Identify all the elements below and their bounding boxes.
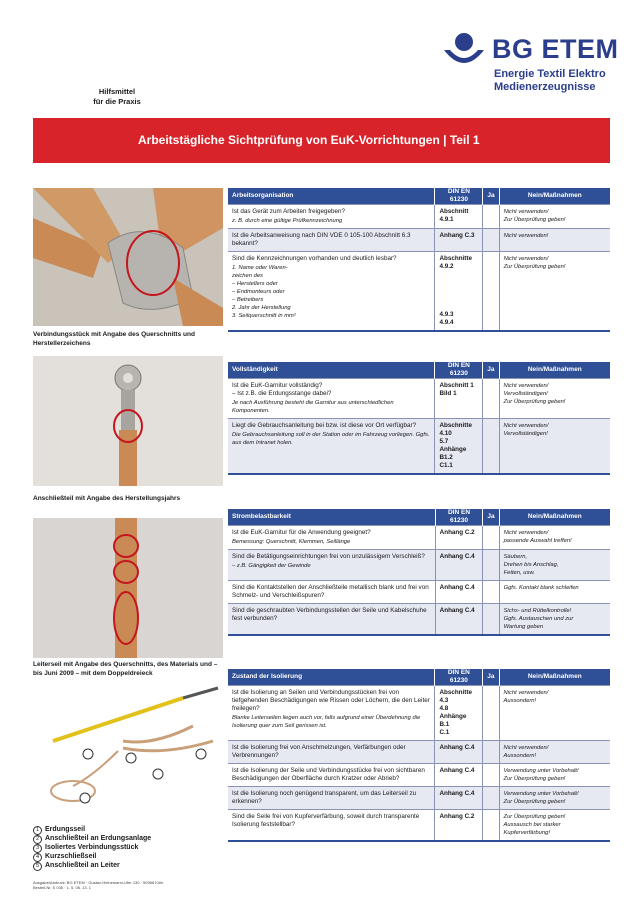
photo-terminal [33, 356, 223, 486]
norm-reference: Abschnitte 4.9.2 4.9.3 4.9.4 [435, 252, 483, 332]
footer: Ausgabe/Abdruck: BG ETEM · Gustav-Heinemann-Ufer 130 · 50968 Köln Bestell-Nr. S 035 · 1. 5. 06. 13. 1 [33, 880, 164, 890]
action-cell: Nicht verwenden! [499, 229, 610, 252]
action-cell: Verwendung unter Vorbehalt/ Zur Überprüfung geben! [499, 787, 610, 810]
caption-cable: Leiterseil mit Angabe des Querschnitts, des Materials und – bis Juni 2009 – mit dem Doppeldreieck [33, 661, 218, 677]
table-row [228, 764, 610, 787]
ja-checkbox-cell[interactable] [483, 379, 499, 419]
checklist-table [228, 669, 610, 842]
table-header-cell: Ja [483, 509, 499, 526]
norm-reference: Anhang C.4 [435, 604, 483, 636]
brand-logo [442, 30, 622, 100]
norm-reference: Anhang C.4 [435, 550, 483, 581]
table-row [228, 252, 610, 332]
norm-reference: Anhang C.2 [435, 526, 483, 550]
check-question: Ist die Isolierung frei von Anschmelzungen, Verfärbungen oder Verbrennungen? [232, 744, 406, 759]
check-question: Liegt die Gebrauchsanleitung bei bzw. ist diese vor Ort verfügbar? [232, 422, 417, 429]
table-header-cell: DIN EN 61230 [435, 188, 483, 205]
table-row [228, 550, 610, 581]
check-note: – z.B. Gängigkeit der Gewinde [232, 563, 311, 569]
norm-reference: Anhang C.3 [435, 229, 483, 252]
table-row [228, 205, 610, 229]
table-row [228, 229, 610, 252]
photo-grounding-set [33, 686, 223, 824]
table-row [228, 810, 610, 842]
check-note: z. B. durch eine gültige Prüfkennzeichnung [232, 218, 343, 224]
table-header-cell: Nein/Maßnahmen [499, 188, 610, 205]
table-header-cell: Ja [483, 188, 499, 205]
check-question: Ist die Isolierung an Seilen und Verbindungsstücken frei von tiefgehenden Beschädigungen wie Rissen oder Löchern, die den Leiter freilegen? [232, 689, 430, 712]
action-cell: Nicht verwenden/ Vervollständigen! [499, 419, 610, 475]
check-question: Ist die Isolierung noch genügend transparent, um das Leiterseil zu erkennen? [232, 790, 417, 805]
table-header-cell: Nein/Maßnahmen [499, 509, 610, 526]
table-header-cell: Arbeitsorganisation [228, 188, 435, 205]
ja-checkbox-cell[interactable] [483, 526, 499, 550]
check-note: Die Gebrauchsanleitung soll in der Station oder im Fahrzeug vorliegen. Ggfs. aus dem Intranet holen. [232, 432, 430, 446]
ja-checkbox-cell[interactable] [483, 229, 499, 252]
action-cell: Ggfs. Kontakt blank schleifen [503, 585, 579, 591]
action-cell: Verwendung unter Vorbehalt/ Zur Überprüfung geben! [503, 768, 579, 782]
action-cell: Nicht verwenden/ Vervollständigen/ Zur Überprüfung geben! [503, 383, 566, 405]
ja-checkbox-cell[interactable] [483, 810, 499, 842]
norm-reference: Abschnitte 4.3 4.8 Anhänge B.1 C.1 [435, 686, 483, 741]
ja-checkbox-cell[interactable] [483, 604, 499, 636]
norm-reference: Anhang C.4 [435, 787, 483, 810]
check-question: Sind die geschraubten Verbindungsstellen der Seile und Kabelschuhe fest verbunden? [232, 607, 427, 622]
check-question: Ist die Isolierung der Seile und Verbindungsstücke frei von sichtbaren Beschädigungen der Oberfläche durch Kratzer oder Abrieb? [232, 767, 425, 782]
page-title: Arbeitstägliche Sichtprüfung von EuK-Vorrichtungen | Teil 1 [138, 133, 480, 147]
caption-connector: Verbindungsstück mit Angabe des Querschnitts und Herstellerzeichens [33, 331, 195, 347]
practice-tag [84, 87, 150, 107]
table-row [228, 526, 610, 550]
check-question: Ist die EuK-Garnitur vollständig? – Ist z.B. die Erdungsstange dabei? [232, 382, 332, 397]
checklist-table [228, 188, 610, 332]
table-row [228, 581, 610, 604]
norm-reference: Abschnitte 4.10 5.7 Anhänge B1.2 C1.1 [435, 419, 483, 475]
tag-line-1: Hilfsmittel [98, 87, 136, 96]
ja-checkbox-cell[interactable] [483, 205, 499, 229]
logo-mark-icon [442, 32, 486, 80]
check-question: Sind die Betätigungseinrichtungen frei von unzulässigem Verschleiß? [232, 553, 425, 560]
ja-checkbox-cell[interactable] [483, 741, 499, 764]
action-cell: Zur Überprüfung geben! Aussausch bei starker Kupferverfärbung! [503, 814, 566, 836]
ja-checkbox-cell[interactable] [483, 252, 499, 332]
norm-reference: Anhang C.2 [435, 810, 483, 842]
table-header-cell: Strombelastbarkeit [228, 509, 435, 526]
table-header-cell: DIN EN 61230 [435, 509, 483, 526]
check-note: Blanke Leiterseilen liegen auch vor, falls aufgrund einer Überdehnung die Isolierung quer zum Seil gerissen ist. [232, 715, 421, 729]
logo-subtitle: Energie Textil Elektro Medienerzeugnisse [494, 68, 606, 93]
table-header-cell: DIN EN 61230 [435, 362, 483, 379]
table-header-cell: Ja [483, 362, 499, 379]
action-cell: Säubern, Drehen bis Anschlag, Fetten, usw. [499, 550, 610, 581]
ja-checkbox-cell[interactable] [483, 764, 499, 787]
norm-reference: Abschnitt 1 Bild 1 [435, 379, 483, 419]
norm-reference: Anhang C.4 [435, 741, 483, 764]
check-question: Ist die EuK-Garnitur für die Anwendung geeignet? [232, 529, 371, 536]
ja-checkbox-cell[interactable] [483, 581, 499, 604]
ja-checkbox-cell[interactable] [483, 787, 499, 810]
action-cell: Nicht verwenden/ Aussondern! [503, 690, 549, 704]
action-cell: Nicht verwenden/ Aussondern! [499, 741, 610, 764]
checklist-table [228, 509, 610, 636]
legend-item: 2 Anschließteil an Erdungsanlage [33, 835, 151, 844]
table-row [228, 419, 610, 475]
photo-connector [33, 188, 223, 326]
table-row [228, 379, 610, 419]
check-note: 1. Name oder Waren- zeichen des – Herstellers oder – Endmonteurs oder – Betreibers 2. Jahr der Herstellung 3. Seilquerschnitt in mm² [232, 265, 296, 319]
check-note: Je nach Ausführung besteht die Garnitur aus unterschiedlichen Komponenten. [232, 400, 394, 414]
check-question: Sind die Kontaktstellen der Anschließteile metallisch blank und frei von Schmelz- und Verschleißspuren? [232, 584, 429, 599]
check-question: Sind die Kennzeichnungen vorhanden und deutlich lesbar? [232, 255, 397, 262]
table-row [228, 787, 610, 810]
table-header-cell: Ja [483, 669, 499, 686]
action-cell: Nicht verwenden/ passende Auswahl treffen! [503, 530, 572, 544]
action-cell: Nicht verwenden/ Zur Überprüfung geben! [503, 256, 566, 270]
table-header-cell: DIN EN 61230 [435, 669, 483, 686]
checklist-table [228, 362, 610, 475]
table-row [228, 741, 610, 764]
caption-terminal: Anschließteil mit Angabe des Herstellungsjahrs [33, 495, 181, 502]
norm-reference: Anhang C.4 [435, 581, 483, 604]
component-legend [33, 826, 151, 871]
photo-cable [33, 518, 223, 658]
legend-item: 3 Isoliertes Verbindungsstück [33, 844, 151, 853]
legend-item: 1 Erdungsseil [33, 826, 151, 835]
check-question: Sind die Seile frei von Kupferverfärbung, soweit durch transparente Isolierung feststellbar? [232, 813, 420, 828]
table-header-cell: Zustand der Isolierung [228, 669, 435, 686]
action-cell: Nicht verwenden/ Zur Überprüfung geben! [503, 209, 566, 223]
table-header-cell: Nein/Maßnahmen [499, 669, 610, 686]
ja-checkbox-cell[interactable] [483, 419, 499, 475]
table-row [228, 604, 610, 636]
check-note: Bemessung: Querschnitt, Klemmen, Seillänge [232, 539, 351, 545]
check-question: Ist die Arbeitsanweisung nach DIN VDE 0 105-100 Abschnitt 6.3 bekannt? [232, 232, 411, 247]
table-header-cell: Nein/Maßnahmen [499, 362, 610, 379]
tag-line-2: für die Praxis [93, 97, 141, 106]
ja-checkbox-cell[interactable] [483, 686, 499, 741]
norm-reference: Abschnitt 4.9.1 [435, 205, 483, 229]
table-row [228, 686, 610, 741]
check-question: Ist das Gerät zum Arbeiten freigegeben? [232, 208, 346, 215]
table-header-cell: Vollständigkeit [228, 362, 435, 379]
norm-reference: Anhang C.4 [435, 764, 483, 787]
action-cell: Sichs- und Rüttelkontrolle! Ggfs. Austauschen und zur Wartung geben [499, 604, 610, 636]
ja-checkbox-cell[interactable] [483, 550, 499, 581]
logo-name: BG ETEM [492, 34, 619, 64]
legend-item: 5 Anschließteil an Leiter [33, 862, 151, 871]
legend-item: 4 Kurzschließseil [33, 853, 151, 862]
